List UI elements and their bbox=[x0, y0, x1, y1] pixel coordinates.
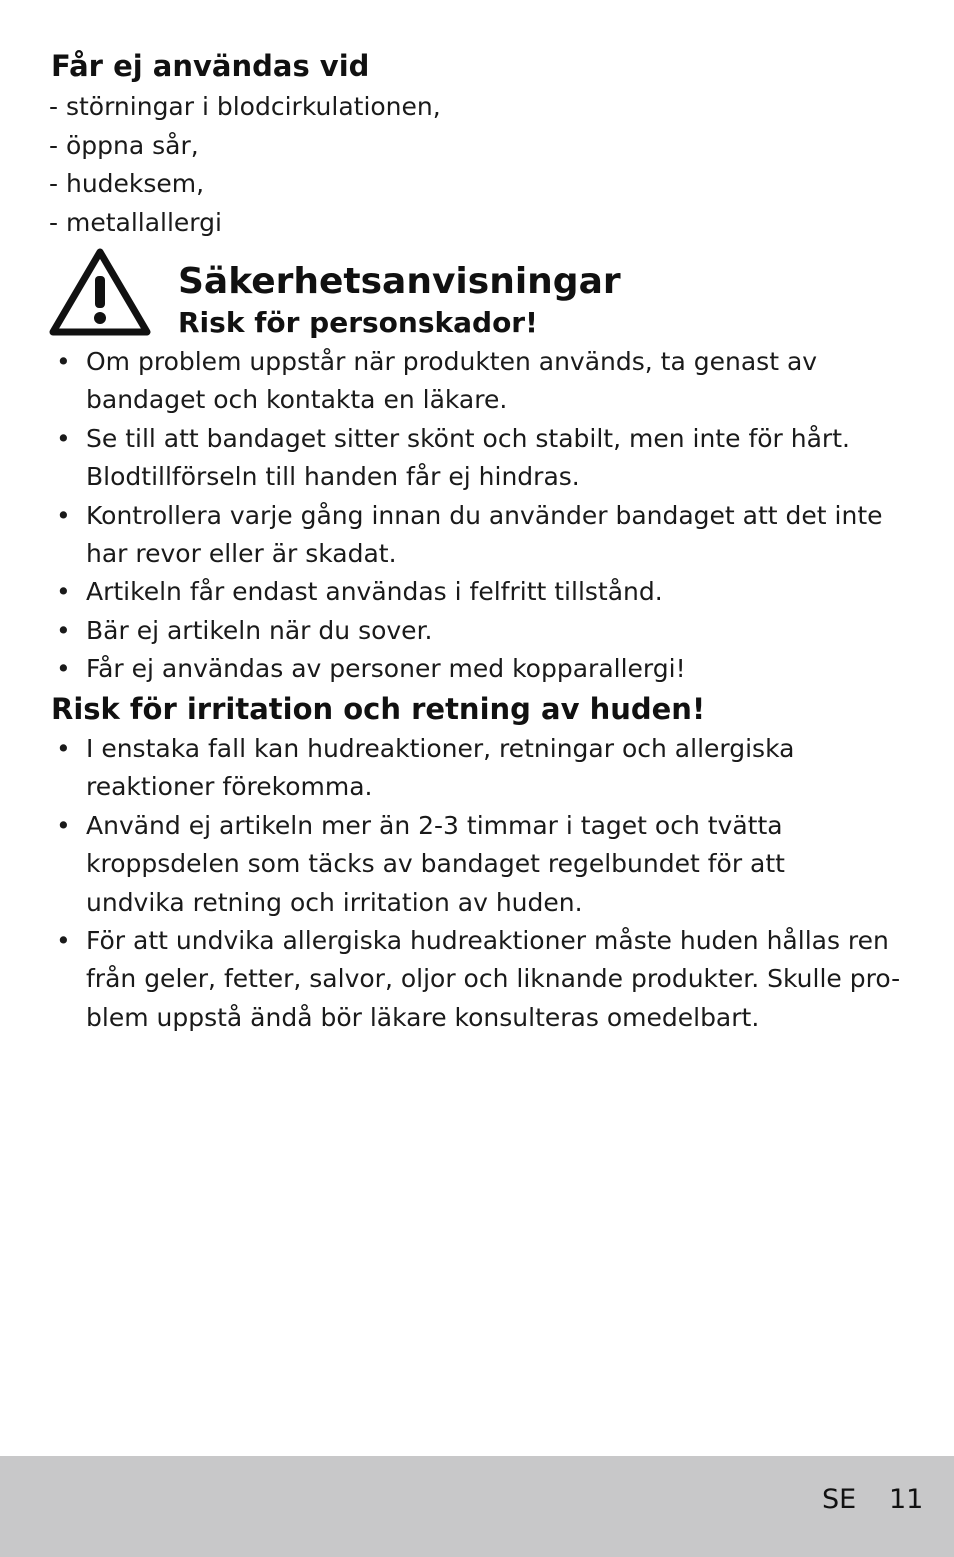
bullet-item bbox=[0, 573, 886, 611]
skin-irritation-heading: Risk för irritation och retning av huden! bbox=[51, 692, 706, 726]
warning-triangle-icon bbox=[49, 248, 151, 336]
bullet-item bbox=[0, 612, 886, 650]
bullet-item bbox=[0, 730, 886, 807]
bullet-item bbox=[0, 343, 886, 420]
list-item: - hudeksem, bbox=[49, 169, 205, 198]
bullet-icon: • bbox=[56, 734, 71, 763]
bullet-icon: • bbox=[56, 615, 71, 645]
bullet-text-line: Använd ej artikeln mer än 2-3 timmar i taget och tvätta bbox=[86, 810, 783, 840]
bullet-text-line: Kontrollera varje gång innan du använder bandaget att det inte bbox=[86, 500, 883, 530]
skin-irritation-list bbox=[0, 730, 901, 1037]
bullet-icon: • bbox=[56, 423, 71, 453]
bullet-text-line: undvika retning och irritation av huden. bbox=[86, 887, 583, 917]
bullet-item bbox=[0, 497, 886, 574]
bullet-text-line: reaktioner förekomma. bbox=[86, 772, 373, 802]
bullet-text-line: bandaget och kontakta en läkare. bbox=[86, 385, 508, 415]
bullet-text-line: blem uppstå ändå bör läkare konsulteras omedelbart. bbox=[86, 1002, 760, 1032]
bullet-text-line: I enstaka fall kan hudreaktioner, retningar och allergiska bbox=[86, 734, 795, 763]
bullet-item bbox=[0, 650, 886, 688]
footer-language: SE bbox=[822, 1484, 857, 1515]
contraindications-list bbox=[49, 88, 441, 242]
bullet-icon: • bbox=[56, 577, 71, 607]
bullet-text-line: Blodtillförseln till handen får ej hindras. bbox=[86, 462, 580, 492]
bullet-icon: • bbox=[56, 347, 71, 376]
bullet-item bbox=[0, 807, 886, 922]
bullet-text-line: För att undvika allergiska hudreaktioner måste huden hållas ren bbox=[86, 926, 889, 956]
bullet-text-line: kroppsdelen som täcks av bandaget regelbundet för att bbox=[86, 849, 785, 879]
list-item: - öppna sår, bbox=[49, 130, 199, 160]
bullet-text-line: Artikeln får endast användas i felfritt tillstånd. bbox=[86, 577, 663, 607]
bullet-text-line: Bär ej artikeln när du sover. bbox=[86, 615, 433, 645]
bullet-text-line: Om problem uppstår när produkten används, ta genast av bbox=[86, 347, 818, 376]
footer-bar bbox=[0, 1456, 954, 1557]
list-item: - störningar i blodcirkulationen, bbox=[49, 92, 441, 121]
bullet-icon: • bbox=[56, 500, 71, 530]
bullet-item bbox=[0, 420, 886, 497]
injury-risk-list bbox=[0, 343, 886, 689]
bullet-item bbox=[0, 922, 901, 1037]
bullet-text-line: Får ej användas av personer med kopparallergi! bbox=[86, 654, 686, 684]
bullet-icon: • bbox=[56, 810, 71, 840]
page-number: 11 bbox=[889, 1484, 924, 1515]
bullet-text-line: från geler, fetter, salvor, oljor och liknande produkter. Skulle pro- bbox=[86, 964, 901, 994]
bullet-text-line: har revor eller är skadat. bbox=[86, 539, 397, 569]
list-item: - metallallergi bbox=[49, 207, 222, 237]
contraindications-heading: Får ej användas vid bbox=[51, 49, 370, 83]
safety-heading: Säkerhetsanvisningar bbox=[178, 261, 621, 302]
bullet-icon: • bbox=[56, 654, 71, 684]
bullet-text-line: Se till att bandaget sitter skönt och stabilt, men inte för hårt. bbox=[86, 423, 850, 453]
bullet-icon: • bbox=[56, 926, 71, 956]
injury-risk-heading: Risk för personskador! bbox=[178, 306, 538, 339]
